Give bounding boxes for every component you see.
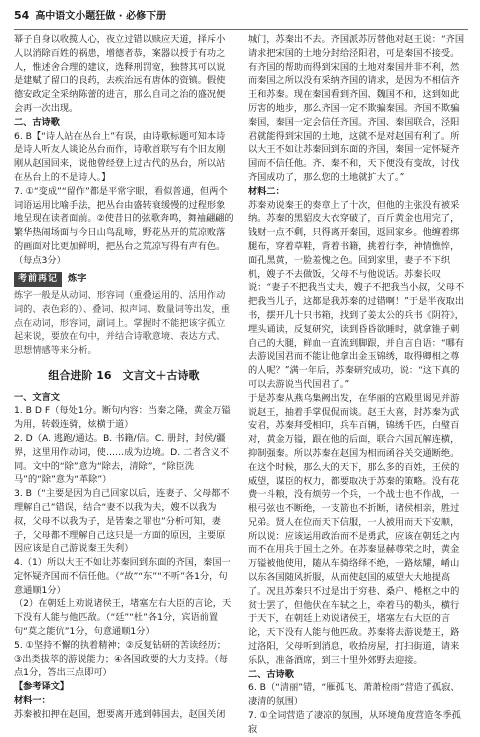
answer-q4-1: 4.（1）所以大王不如让苏秦回到东面的齐国，秦国一定怀疑齐国而不信任他。（“故”“东”“不听”各1分，句意通顺1分） bbox=[14, 557, 231, 596]
page-number: 54 bbox=[14, 8, 30, 22]
answer-q7: 7. ①“变成”“留作”都是平常字眼，看似普通，但两个词语运用比喻手法，把丛台由盛转衰缓慢的过程形象地呈现在读者面前。②使昔日的弦歌奔鸣，舞袖翩翩的繁华热闹场面与今日山鸟乱啼，野花丛开的荒凉败落的画面对比更加鲜明，把丛台之荒凉写得有声有色。（每点3分） bbox=[14, 185, 234, 266]
section-heading-poetry-2: 二、古诗歌 bbox=[248, 668, 294, 680]
answer-q2: 2. D（A. 逃跑/通达。B. 书籍/信。C. 册封，封侯/疆界，这里用作动词，使……成为边境。D. 二者含义不同。文中的“除”意为“除去，清除”，“除臣洗马”的“除”意为“革除”） bbox=[14, 432, 230, 486]
answer-q6-2: 6. B（“清丽”错，“雁孤飞、萧萧检雨”营造了孤寂、凄清的氛围） bbox=[248, 682, 460, 708]
material-two-label: 材料二： bbox=[248, 185, 285, 197]
answer-q6: 6. B【“诗人站在丛台上”有误，由诗歌标题可知本诗是诗人听友人谈论丛台而作，诗歌首联写有个旧友刚刚从赵国回来，说他曾经登上过古代的丛台，所以站在丛台上的不是诗人。】 bbox=[14, 130, 226, 183]
material-two-text: 苏秦劝说秦王的奏章上了十次，但他的主张没有被采纳。苏秦的黑貂皮大衣穿破了，百斤黄金也用完了，钱财一点不剩，只得离开秦国，返回家乡。他缠着绑腿布，穿着草鞋，背着书籍，挑着行李，神情憔悴，面孔黑黄，一脸羞愧之色。回到家里，妻子不下织机，嫂子不去做饭，父母不与他说话。苏秦长叹说：“妻子不把我当丈夫，嫂子不把我当小叔，父母不把我当儿子，这都是我苏秦的过错啊！”于是半夜取出书，摆开几十只书箱，找到了姜太公的兵书《阴符》，埋头诵读，反复研究，读到昏昏欲睡时，就拿锥子刺自己的大腿，鲜血一直流到脚跟，并自言自语：“哪有去游说国君而不能让他拿出金玉锦绣，取得卿相之尊的人呢？”满一年后，苏秦研究成功，说：“这下真的可以去游说当代国君了。” bbox=[248, 199, 465, 390]
book-title: 高中语文小题狂做 · 必修下册 bbox=[35, 10, 167, 22]
material-one-label: 材料一： bbox=[14, 695, 51, 707]
reference-translation-heading: 【参考译文】 bbox=[14, 681, 70, 693]
right-column bbox=[248, 33, 468, 735]
review-box-header bbox=[14, 272, 234, 288]
answer-q4-2: （2）在朝廷上劝说诸侯王，堵塞左右大臣的言论，天下没有人能与他匹敌。（“廷”“杜”各1分，宾语前置句“莫之能伉”1分，句意通顺1分） bbox=[14, 598, 232, 638]
review-text: 炼字一般是从动词、形容词（重叠运用的、活用作动词的、表色彩的）、叠词、拟声词、数量词等出发，重点在动词，形容词，副词上。掌握时不能把该字孤立起来说，要放在句中，并结合诗歌意境、表达方式、思想情感等来分析。 bbox=[14, 290, 230, 357]
material-one-start: 苏秦被扣押在赵国，想要离开逃到韩国去，赵国关闭 bbox=[14, 708, 226, 720]
unit-title: 组合进阶 16 文言文＋古诗歌 bbox=[48, 369, 200, 383]
page-header bbox=[14, 6, 468, 30]
review-title: 炼字 bbox=[68, 273, 87, 285]
answer-q7-2: 7. ①全词营造了凄凉的氛围，从环境角度营造冬季孤寂 bbox=[248, 710, 461, 735]
answer-q3: 3. B（“主要是因为自己回家以后，连妻子、父母都不理解自己”错误，结合“妻不以我为夫，嫂不以我为叔，父母不以我为子，是皆秦之罪也”分析可知，妻子，父母都不理解自己这只是一方面的原因，主要原因应该是自己游说秦王失利） bbox=[14, 488, 230, 555]
left-column bbox=[14, 33, 234, 720]
material-one-text: 城门，苏秦出不去。齐国派苏厉替他对赵王说：“齐国请求把宋国的土地分封给泾阳君，可是秦国不接受。有齐国的帮助而得到宋国的土地对秦国并非不利，然而秦国之所以没有采纳齐国的请求，是因为不相信齐王和苏秦。现在秦国看到齐国、魏国不和，这到如此厉害的地步，那么齐国一定不欺骗秦国。齐国不欺骗秦国，秦国一定会信任齐国。齐国、秦国联合，泾阳君就能得到宋国的土地，这就不是对赵国有利了。所以大王不如让苏秦回到东面的齐国，秦国一定怀疑齐国而不信任他。齐、秦不和，天下便没有变故，讨伐齐国成功了，那么您的土地就扩大了。” bbox=[248, 34, 465, 183]
review-tag: 考前再记 bbox=[14, 272, 62, 288]
section-heading-poetry: 二、古诗歌 bbox=[14, 116, 60, 128]
answer-q1: 1. B D F（每处1分。断句内容：当秦之隆，黄金万镒为用，转毂连骑，炫横于道） bbox=[14, 405, 231, 431]
material-three-text: 于是苏秦从燕乌集阙出发，在华丽的宫殿里谒见并游说赵王，抽着手掌侃侃而谈。赵王大喜，封苏秦为武安君，苏秦拜受相印，兵车百辆，锦绣千匹，白璧百对，黄金万镒，跟在他的后面，联合六国瓦解连横，抑制强秦。所以苏秦在赵国为相而函谷关交通断绝。在这个时候，那么大的天下，那么多的百姓，王侯的威望，谋臣的权力，都要取决于苏秦的策略。没有花费一斗粮，没有烦劳一个兵，一个战士也不作战，一根弓弦也不断绝，一支箭也不折断，诸侯相亲，胜过兄弟。贤人在位而天下信服，一人被用而天下安顺，所以说：应该运用政治而不是勇武，应该在朝廷之内而不在用兵于国土之外。在苏秦显赫尊荣之时，黄金万镒被他使用，随从车骑络绎不绝，一路炫耀，崤山以东各国随风折服，从而使赵国的威望大大地提高了。况且苏秦只不过是出于穷巷、桑户、棬枢之中的贫士罢了，但他伏在车轼之上，牵着马的勒头，横行于天下，在朝廷上劝说诸侯王，堵塞左右大臣的言论，天下没有人能与他匹敌。苏秦将去游说楚王，路过洛阳，父母听到消息，收拾房屋，打扫街道，请来乐队，准备酒席，到三十里外郊野去迎接。 bbox=[248, 392, 460, 666]
section-heading-classical: 一、文言文 bbox=[14, 391, 60, 403]
two-column-body bbox=[14, 33, 468, 735]
intro-paragraph: 幂子自身以收揽人心，夜立过错以赎应天道，择斥小人以消除百姓的祸患，增德者恭，案器以授于有功之人，惟述舍合理的建议，选释刑罚宽，独替其可以说是建赋了留口的良药，去疾治远有唐体的资镇。假使德安政定全采纳陈蕾的进言，那么自司之治的盛况便会再一次出现。 bbox=[14, 34, 226, 114]
answer-q5: 5. ①坚持不懈的执着精神；②反复钻研的苦读经历；③出类拔萃的游说能力；④各国政要的大力支持。（每点1分，答出三点即可） bbox=[14, 639, 228, 679]
